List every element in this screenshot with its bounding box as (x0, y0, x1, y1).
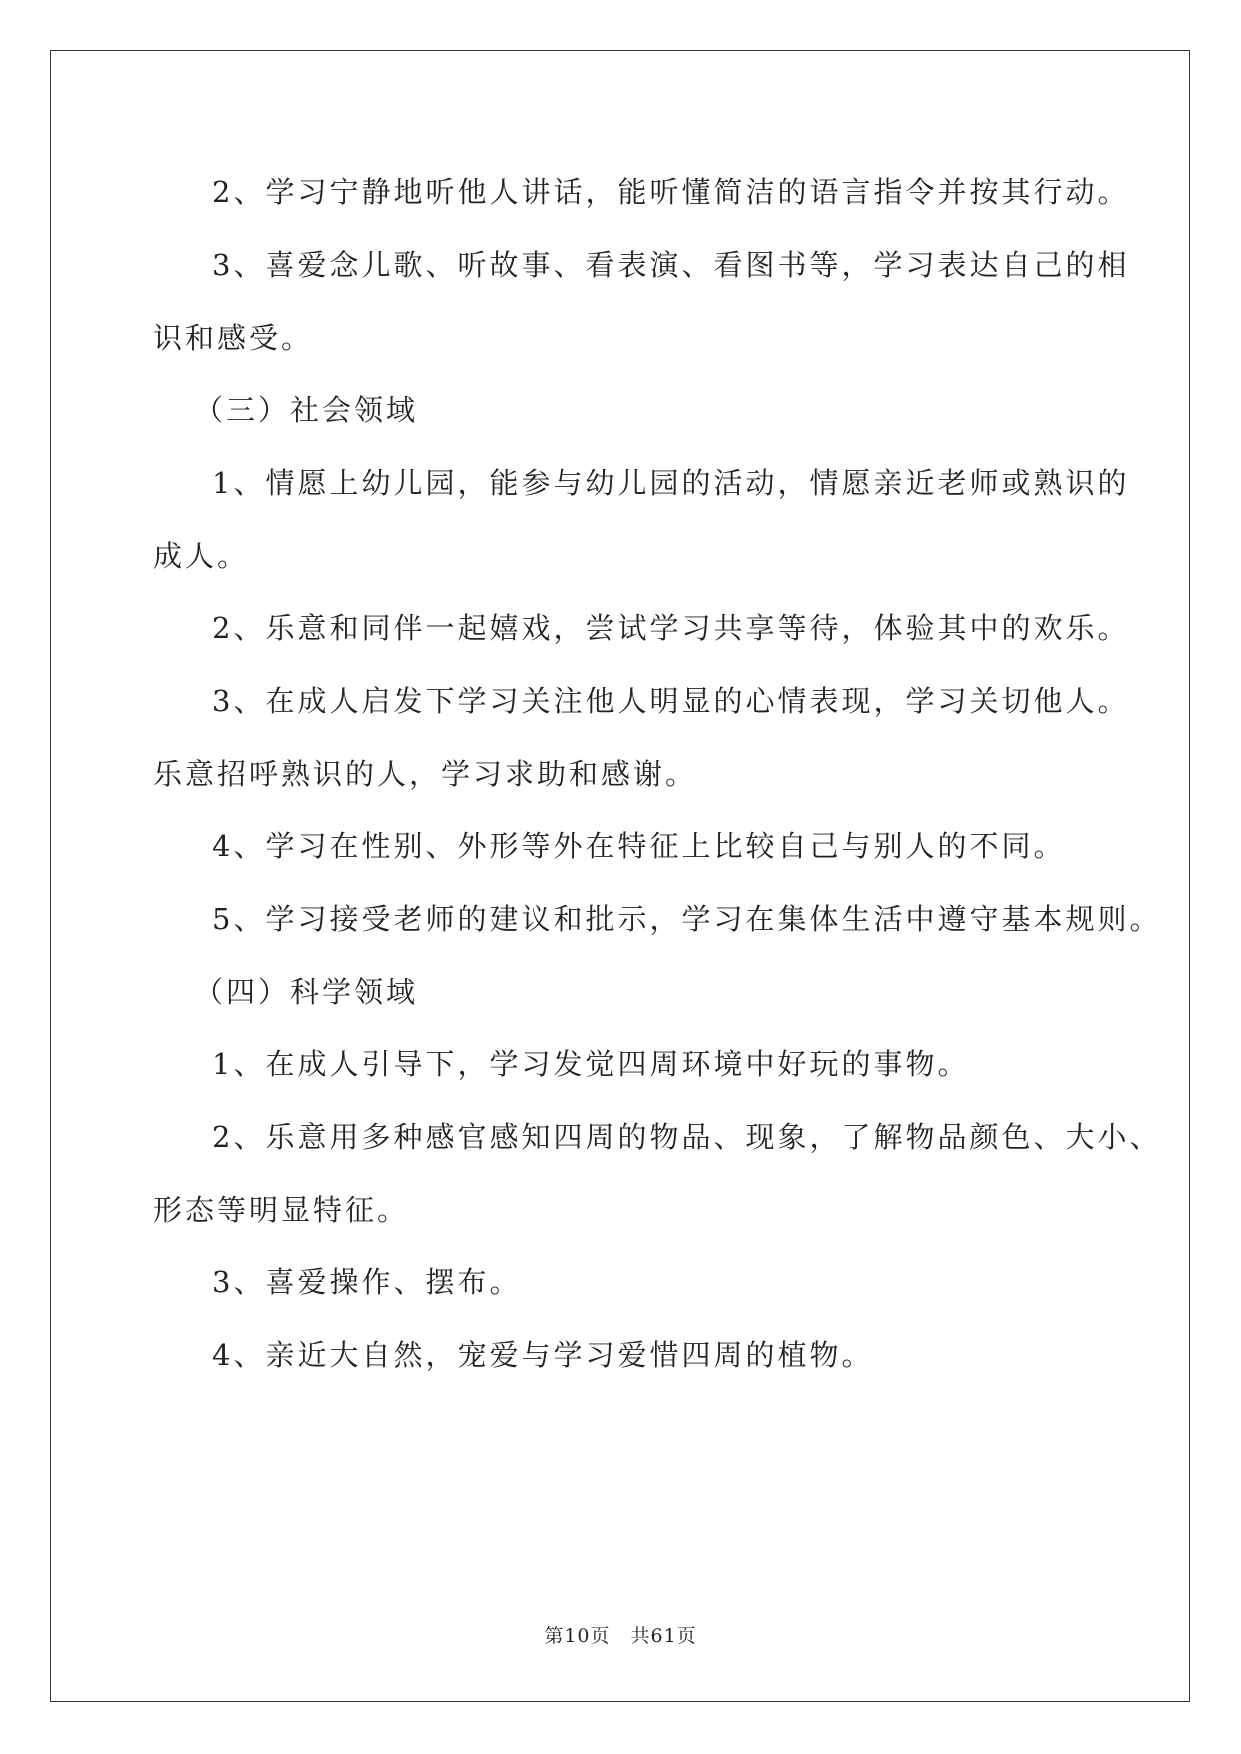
paragraph-line: 成人。 (153, 539, 250, 573)
paragraph-line: 4、亲近大自然，宠爱与学习爱惜四周的植物。 (212, 1338, 874, 1372)
paragraph-line: 2、乐意用多种感官感知四周的物品、现象，了解物品颜色、大小、 (212, 1120, 1162, 1154)
page-border (50, 50, 1190, 1702)
page-number-footer: 第10页 共61页 (544, 1625, 697, 1647)
paragraph-line: 形态等明显特征。 (153, 1193, 410, 1227)
paragraph-line: 3、在成人启发下学习关注他人明显的心情表现，学习关切他人。 (212, 684, 1130, 718)
paragraph-line: 5、学习接受老师的建议和批示，学习在集体生活中遵守基本规则。 (212, 902, 1162, 936)
paragraph-line: 4、学习在性别、外形等外在特征上比较自己与别人的不同。 (212, 829, 1066, 863)
paragraph-line: 1、情愿上幼儿园，能参与幼儿园的活动，情愿亲近老师或熟识的 (212, 466, 1130, 500)
paragraph-line: 3、喜爱操作、摆布。 (212, 1265, 522, 1299)
paragraph-line: 3、喜爱念儿歌、听故事、看表演、看图书等，学习表达自己的相 (212, 248, 1130, 282)
paragraph-line: 2、乐意和同伴一起嬉戏，尝试学习共享等待，体验其中的欢乐。 (212, 611, 1130, 645)
section-heading: （四）科学领域 (194, 975, 419, 1009)
paragraph-line: 1、在成人引导下，学习发觉四周环境中好玩的事物。 (212, 1047, 970, 1081)
section-heading: （三）社会领域 (194, 393, 419, 427)
paragraph-line: 识和感受。 (153, 321, 314, 355)
paragraph-line: 2、学习宁静地听他人讲话，能听懂简洁的语言指令并按其行动。 (212, 175, 1130, 209)
paragraph-line: 乐意招呼熟识的人，学习求助和感谢。 (153, 757, 698, 791)
